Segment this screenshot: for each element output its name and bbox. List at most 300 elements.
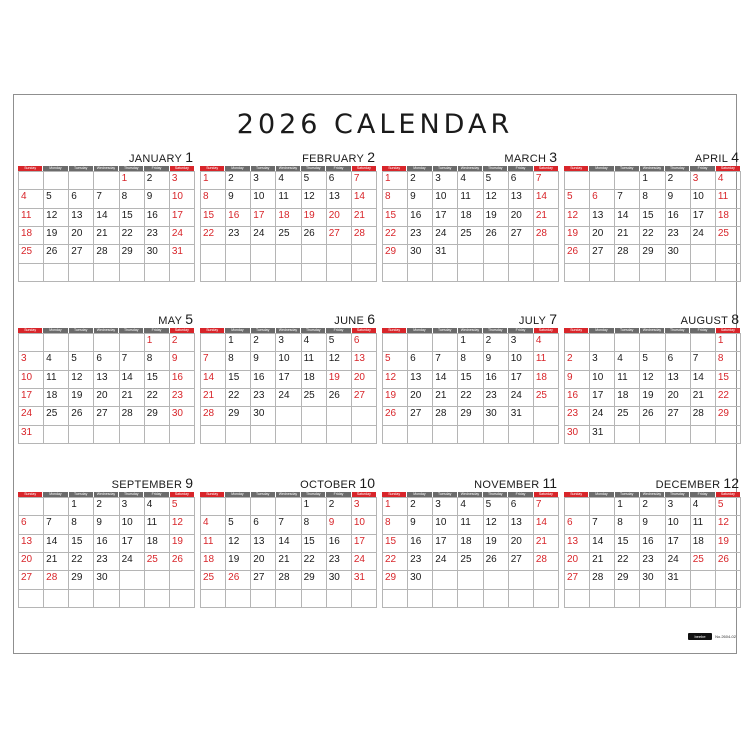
month-name: JULY	[518, 315, 547, 327]
empty-cell	[251, 426, 276, 444]
day-number: 8	[385, 517, 391, 529]
day-cell	[640, 553, 665, 571]
day-number: 16	[410, 209, 422, 221]
month-name: AUGUST	[680, 315, 729, 327]
day-grid	[564, 497, 741, 608]
day-cell	[716, 334, 741, 352]
day-cell	[509, 389, 534, 407]
day-cell	[590, 426, 615, 444]
empty-cell	[640, 426, 665, 444]
weekday-thursday: Thursday	[665, 492, 690, 497]
empty-cell	[327, 426, 352, 444]
day-cell	[509, 371, 534, 389]
day-cell	[302, 371, 327, 389]
day-cell	[716, 407, 741, 425]
day-number: 15	[228, 371, 240, 383]
day-cell	[433, 227, 458, 245]
empty-cell	[226, 426, 251, 444]
day-cell	[408, 209, 433, 227]
day-number: 18	[460, 535, 472, 547]
empty-cell	[352, 264, 377, 282]
empty-cell	[433, 590, 458, 608]
day-cell	[408, 389, 433, 407]
day-cell	[615, 553, 640, 571]
day-number: 13	[510, 191, 522, 203]
day-number: 30	[667, 246, 679, 258]
day-cell	[716, 516, 741, 534]
day-number: 17	[592, 390, 604, 401]
day-number: 21	[617, 228, 629, 239]
day-number: 6	[510, 173, 517, 184]
day-cell	[327, 389, 352, 407]
day-cell	[509, 190, 534, 208]
day-cell	[276, 352, 301, 370]
day-number: 30	[567, 426, 579, 438]
day-cell	[327, 498, 352, 516]
day-cell	[408, 371, 433, 389]
day-cell	[666, 553, 691, 571]
day-number: 20	[353, 371, 365, 383]
day-cell	[69, 535, 94, 553]
day-cell	[276, 389, 301, 407]
day-number: 1	[617, 499, 623, 510]
day-cell	[170, 209, 195, 227]
day-cell	[433, 190, 458, 208]
day-number: 21	[592, 554, 604, 565]
day-cell	[565, 190, 590, 208]
weekday-wednesday: Wednesday	[640, 166, 665, 171]
day-number: 26	[71, 408, 83, 420]
day-cell	[145, 245, 170, 263]
day-number: 31	[592, 426, 604, 438]
day-number: 20	[71, 228, 83, 239]
day-cell	[302, 498, 327, 516]
day-cell	[590, 516, 615, 534]
day-number: 3	[667, 499, 674, 510]
day-number: 9	[328, 517, 335, 529]
day-number: 24	[353, 554, 365, 565]
day-number: 29	[228, 408, 240, 420]
day-cell	[69, 553, 94, 571]
empty-cell	[145, 426, 170, 444]
month-name: MAY	[158, 315, 183, 327]
empty-cell	[716, 426, 741, 444]
empty-cell	[170, 571, 195, 589]
day-number: 6	[253, 517, 259, 529]
day-number: 15	[385, 535, 397, 547]
day-cell	[145, 334, 170, 352]
day-cell	[383, 371, 408, 389]
empty-cell	[145, 590, 170, 608]
day-cell	[302, 389, 327, 407]
day-number: 22	[71, 554, 83, 565]
day-cell	[201, 172, 226, 190]
day-cell	[590, 209, 615, 227]
day-number: 12	[46, 209, 58, 221]
day-cell	[484, 334, 509, 352]
day-number: 24	[435, 228, 447, 239]
day-number: 27	[410, 408, 422, 420]
day-number: 2	[410, 499, 416, 510]
day-cell	[666, 535, 691, 553]
empty-cell	[226, 264, 251, 282]
month-name: JUNE	[334, 315, 365, 327]
empty-cell	[534, 571, 559, 589]
day-cell	[201, 553, 226, 571]
day-number: 24	[667, 554, 679, 565]
day-number: 15	[121, 209, 133, 221]
day-number: 4	[146, 499, 153, 510]
day-cell	[691, 535, 716, 553]
day-cell	[327, 172, 352, 190]
empty-cell	[120, 571, 145, 589]
empty-cell	[145, 571, 170, 589]
day-number: 27	[510, 554, 522, 565]
weekday-tuesday: Tuesday	[615, 492, 640, 497]
day-cell	[327, 571, 352, 589]
empty-cell	[251, 498, 276, 516]
empty-cell	[302, 245, 327, 263]
day-cell	[565, 535, 590, 553]
day-cell	[170, 407, 195, 425]
empty-cell	[716, 264, 741, 282]
day-cell	[484, 516, 509, 534]
day-cell	[120, 407, 145, 425]
day-number: 12	[303, 191, 315, 203]
month-march	[382, 148, 559, 286]
day-cell	[226, 209, 251, 227]
day-cell	[666, 352, 691, 370]
day-number: 12	[228, 535, 240, 547]
day-cell	[716, 190, 741, 208]
day-cell	[716, 209, 741, 227]
day-cell	[590, 571, 615, 589]
day-cell	[666, 516, 691, 534]
day-number: 20	[510, 209, 522, 221]
day-cell	[69, 209, 94, 227]
day-number: 11	[460, 517, 471, 529]
empty-cell	[120, 426, 145, 444]
day-cell	[327, 516, 352, 534]
month-number: 11	[542, 475, 557, 491]
empty-cell	[69, 426, 94, 444]
empty-cell	[19, 498, 44, 516]
day-number: 7	[535, 173, 542, 184]
day-cell	[44, 407, 69, 425]
day-number: 3	[278, 335, 284, 346]
day-cell	[94, 407, 119, 425]
day-number: 10	[278, 353, 290, 365]
day-cell	[458, 190, 483, 208]
day-number: 23	[171, 390, 183, 401]
day-cell	[640, 172, 665, 190]
day-cell	[170, 535, 195, 553]
day-number: 7	[278, 517, 284, 529]
weekday-friday: Friday	[326, 166, 351, 171]
day-cell	[276, 227, 301, 245]
day-number: 9	[146, 191, 153, 203]
empty-cell	[408, 334, 433, 352]
day-number: 1	[121, 173, 128, 184]
weekday-wednesday: Wednesday	[640, 328, 665, 333]
day-cell	[251, 371, 276, 389]
day-cell	[433, 371, 458, 389]
day-number: 4	[303, 335, 310, 346]
empty-cell	[19, 590, 44, 608]
day-number: 23	[642, 554, 654, 565]
day-number: 4	[21, 191, 27, 203]
day-number: 28	[278, 572, 290, 584]
day-number: 28	[96, 246, 108, 258]
day-number: 14	[617, 209, 629, 221]
day-number: 17	[353, 535, 365, 547]
day-number: 13	[328, 191, 340, 203]
day-number: 29	[717, 408, 729, 420]
day-number: 5	[485, 173, 492, 184]
day-number: 18	[617, 390, 629, 401]
empty-cell	[458, 245, 483, 263]
empty-cell	[640, 590, 665, 608]
month-name: NOVEMBER	[474, 479, 540, 491]
weekday-saturday: Saturday	[534, 166, 559, 171]
day-number: 13	[592, 209, 604, 221]
day-cell	[145, 553, 170, 571]
day-number: 24	[435, 554, 447, 565]
day-cell	[145, 172, 170, 190]
empty-cell	[201, 426, 226, 444]
day-number: 9	[228, 191, 234, 203]
day-number: 5	[328, 335, 335, 346]
day-number: 12	[485, 191, 497, 203]
day-number: 9	[410, 517, 416, 529]
day-number: 27	[21, 572, 33, 584]
day-number: 21	[353, 209, 365, 221]
day-cell	[201, 407, 226, 425]
day-number: 24	[278, 390, 290, 401]
day-number: 14	[121, 371, 133, 383]
day-number: 12	[71, 371, 83, 383]
day-number: 8	[460, 353, 466, 365]
day-cell	[120, 535, 145, 553]
empty-cell	[590, 172, 615, 190]
day-cell	[433, 553, 458, 571]
day-number: 11	[692, 517, 704, 529]
day-number: 28	[592, 572, 604, 584]
day-number: 3	[692, 173, 699, 184]
day-cell	[19, 553, 44, 571]
day-cell	[534, 553, 559, 571]
day-number: 15	[717, 371, 729, 383]
day-cell	[170, 553, 195, 571]
month-name: MARCH	[504, 153, 547, 165]
day-number: 8	[385, 191, 391, 203]
day-cell	[251, 389, 276, 407]
day-number: 30	[328, 572, 340, 584]
day-number: 19	[485, 209, 497, 221]
day-cell	[433, 352, 458, 370]
day-number: 7	[692, 353, 699, 365]
day-cell	[640, 571, 665, 589]
day-cell	[640, 498, 665, 516]
empty-cell	[534, 245, 559, 263]
day-cell	[120, 172, 145, 190]
day-cell	[226, 389, 251, 407]
day-cell	[458, 352, 483, 370]
day-number: 6	[96, 353, 102, 365]
empty-cell	[69, 172, 94, 190]
empty-cell	[120, 334, 145, 352]
brand-logo: beebe	[688, 633, 712, 640]
day-cell	[565, 426, 590, 444]
month-header	[656, 474, 739, 491]
day-number: 11	[303, 353, 314, 365]
empty-cell	[120, 264, 145, 282]
day-number: 11	[278, 191, 289, 203]
day-number: 30	[410, 572, 422, 584]
day-cell	[565, 371, 590, 389]
day-number: 12	[171, 517, 183, 529]
weekday-tuesday: Tuesday	[433, 492, 458, 497]
day-cell	[69, 245, 94, 263]
day-number: 11	[146, 517, 158, 529]
day-cell	[458, 498, 483, 516]
day-cell	[327, 334, 352, 352]
day-cell	[666, 245, 691, 263]
day-cell	[433, 407, 458, 425]
day-number: 5	[228, 517, 234, 529]
day-number: 4	[460, 499, 466, 510]
weekday-wednesday: Wednesday	[276, 328, 301, 333]
weekday-sunday: Sunday	[382, 328, 407, 333]
day-cell	[590, 535, 615, 553]
day-cell	[44, 227, 69, 245]
day-cell	[170, 190, 195, 208]
day-cell	[120, 371, 145, 389]
day-cell	[640, 535, 665, 553]
day-cell	[534, 172, 559, 190]
day-number: 18	[146, 535, 158, 547]
day-number: 7	[353, 173, 360, 184]
day-number: 6	[71, 191, 77, 203]
day-grid	[564, 171, 741, 282]
day-number: 29	[642, 246, 654, 258]
day-cell	[352, 571, 377, 589]
day-number: 27	[510, 228, 522, 239]
day-number: 26	[303, 228, 315, 239]
day-cell	[352, 227, 377, 245]
month-header	[334, 310, 375, 327]
empty-cell	[484, 264, 509, 282]
day-number: 12	[328, 353, 340, 365]
day-number: 2	[228, 173, 234, 184]
day-cell	[69, 498, 94, 516]
day-cell	[484, 352, 509, 370]
empty-cell	[433, 571, 458, 589]
day-cell	[170, 172, 195, 190]
day-cell	[327, 352, 352, 370]
day-number: 23	[410, 228, 422, 239]
empty-cell	[484, 426, 509, 444]
day-number: 24	[121, 554, 133, 565]
weekday-friday: Friday	[508, 328, 533, 333]
day-number: 29	[146, 408, 158, 420]
day-cell	[19, 227, 44, 245]
day-number: 7	[203, 353, 209, 365]
day-cell	[170, 245, 195, 263]
day-cell	[352, 553, 377, 571]
day-cell	[276, 535, 301, 553]
weekday-wednesday: Wednesday	[276, 492, 301, 497]
day-number: 25	[717, 228, 729, 239]
day-number: 25	[146, 554, 158, 565]
month-number: 9	[185, 475, 193, 491]
day-number: 17	[121, 535, 133, 547]
month-february	[200, 148, 377, 286]
day-cell	[509, 516, 534, 534]
day-cell	[666, 498, 691, 516]
day-number: 3	[171, 173, 178, 184]
day-cell	[383, 553, 408, 571]
day-cell	[145, 352, 170, 370]
empty-cell	[640, 264, 665, 282]
day-number: 6	[510, 499, 517, 510]
day-number: 20	[592, 228, 604, 239]
day-cell	[170, 389, 195, 407]
month-december	[564, 474, 741, 612]
day-number: 3	[592, 353, 598, 365]
day-cell	[509, 209, 534, 227]
day-cell	[691, 498, 716, 516]
day-cell	[251, 535, 276, 553]
day-cell	[145, 227, 170, 245]
day-number: 12	[485, 517, 497, 529]
day-cell	[565, 407, 590, 425]
weekday-saturday: Saturday	[534, 492, 559, 497]
day-cell	[94, 498, 119, 516]
day-number: 10	[667, 517, 679, 529]
day-number: 13	[667, 371, 679, 383]
day-number: 10	[171, 191, 183, 203]
empty-cell	[302, 264, 327, 282]
day-number: 19	[171, 535, 183, 547]
day-cell	[383, 498, 408, 516]
empty-cell	[408, 264, 433, 282]
weekday-saturday: Saturday	[170, 328, 195, 333]
day-cell	[94, 209, 119, 227]
day-number: 4	[535, 335, 542, 346]
empty-cell	[327, 590, 352, 608]
day-grid	[200, 333, 377, 444]
day-cell	[383, 227, 408, 245]
day-cell	[44, 352, 69, 370]
weekday-sunday: Sunday	[18, 166, 43, 171]
day-number: 30	[96, 572, 108, 584]
day-cell	[69, 371, 94, 389]
day-cell	[44, 535, 69, 553]
day-cell	[276, 553, 301, 571]
day-cell	[484, 227, 509, 245]
day-number: 17	[435, 209, 447, 221]
day-cell	[433, 245, 458, 263]
weekday-sunday: Sunday	[200, 492, 225, 497]
empty-cell	[145, 264, 170, 282]
day-number: 8	[303, 517, 310, 529]
empty-cell	[276, 407, 301, 425]
day-cell	[302, 190, 327, 208]
day-number: 22	[385, 228, 397, 239]
empty-cell	[352, 426, 377, 444]
day-number: 3	[435, 499, 441, 510]
